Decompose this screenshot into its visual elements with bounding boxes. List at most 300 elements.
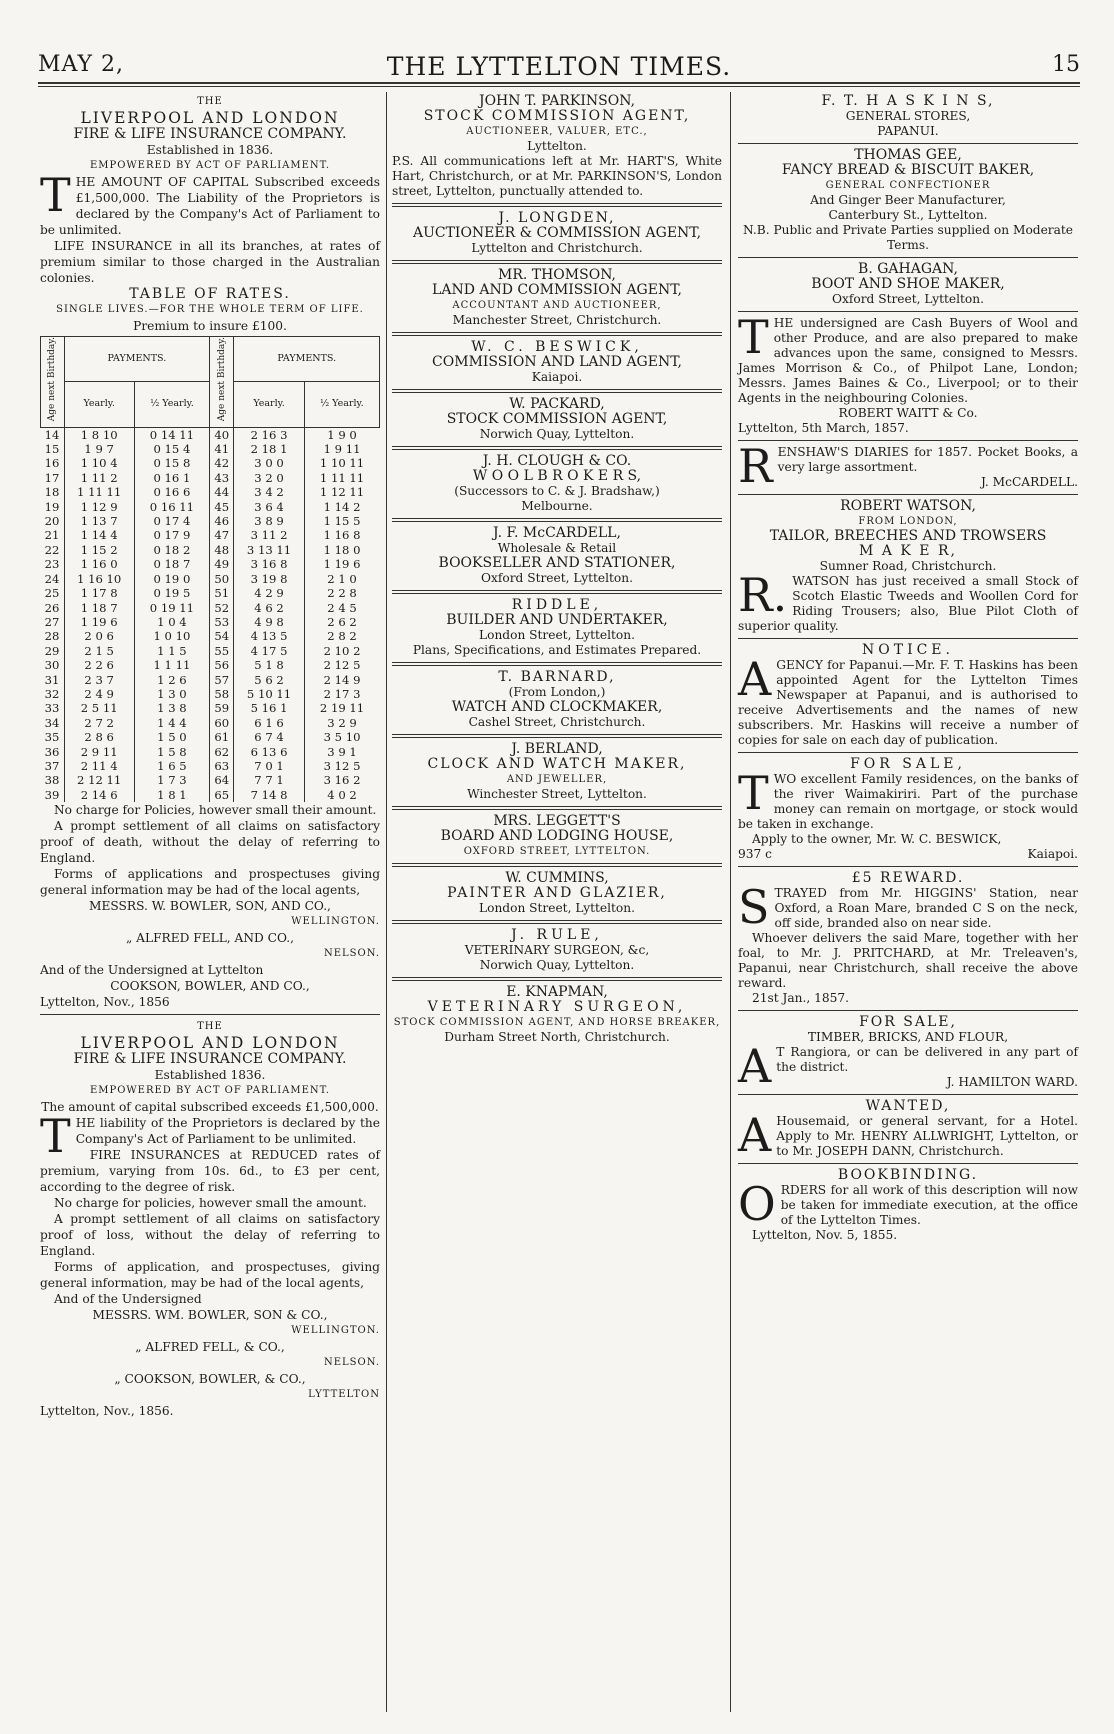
ad-knapman bbox=[392, 985, 722, 1045]
agent-place: WELLINGTON. bbox=[291, 1325, 380, 1337]
rates-value-cell: 3 4 2 bbox=[234, 485, 304, 499]
ad-sub: Wholesale & Retail bbox=[497, 541, 617, 555]
rates-value-cell: 1 19 6 bbox=[64, 615, 134, 629]
ad-notice bbox=[738, 643, 1078, 748]
rates-value-cell: 1 2 6 bbox=[134, 673, 209, 687]
rates-value-cell: 1 15 2 bbox=[64, 543, 134, 557]
rates-value-cell: 2 12 11 bbox=[64, 773, 134, 787]
rates-value-cell: 0 15 4 bbox=[134, 442, 209, 456]
divider bbox=[392, 977, 722, 981]
ad-sub: AND JEWELLER, bbox=[506, 774, 608, 785]
ad-name: W. CUMMINS, bbox=[505, 870, 609, 886]
ad-for-sale-1 bbox=[738, 757, 1078, 862]
rates-value-cell: 2 12 5 bbox=[304, 658, 379, 672]
divider bbox=[738, 638, 1078, 639]
column-rule-1 bbox=[386, 92, 387, 1712]
rates-age-cell: 33 bbox=[44, 701, 60, 716]
rates-value-cell: 1 12 9 bbox=[64, 500, 134, 514]
rates-value-cell: 1 10 4 bbox=[64, 456, 134, 470]
ad-kicker: THE bbox=[197, 96, 223, 107]
ad-number: 937 c bbox=[738, 847, 772, 861]
rates-age-cell: 38 bbox=[44, 773, 60, 788]
column-2 bbox=[392, 94, 722, 1045]
rates-value-cell: 1 5 8 bbox=[134, 745, 209, 759]
rates-age-cell: 48 bbox=[210, 543, 234, 557]
ad-name: ROBERT WATSON, bbox=[840, 498, 976, 514]
rates-age-cell: 63 bbox=[210, 759, 234, 773]
ad-place: Norwich Quay, Lyttelton. bbox=[479, 427, 635, 441]
ad-name: W. PACKARD, bbox=[509, 396, 605, 412]
ad-name: J. H. CLOUGH & CO. bbox=[482, 453, 632, 469]
rates-row bbox=[41, 471, 380, 485]
ad-sub: GENERAL CONFECTIONER bbox=[825, 180, 991, 191]
rates-age-cell: 43 bbox=[210, 471, 234, 485]
agent-place: WELLINGTON. bbox=[291, 916, 380, 928]
rates-age-cell: 44 bbox=[210, 485, 234, 499]
ad-place: Manchester Street, Christchurch. bbox=[452, 313, 662, 327]
ad-riddle bbox=[392, 598, 722, 658]
rates-age-cell: 54 bbox=[210, 629, 234, 643]
rates-value-cell: 4 2 9 bbox=[234, 586, 304, 600]
ad-place: Cashel Street, Christchurch. bbox=[468, 715, 646, 729]
divider bbox=[392, 446, 722, 450]
ad-wanted bbox=[738, 1098, 1078, 1162]
ad-name: E. KNAPMAN, bbox=[506, 984, 608, 1000]
masthead bbox=[38, 52, 1080, 82]
rates-row bbox=[41, 788, 380, 802]
ad-place: Oxford Street, Lyttelton. bbox=[481, 571, 633, 585]
divider bbox=[738, 752, 1078, 753]
rates-age-cell: 32 bbox=[44, 686, 60, 701]
rates-value-cell: 2 18 1 bbox=[234, 442, 304, 456]
ad-clough bbox=[392, 454, 722, 514]
ad-place: Oxford Street, Lyttelton. bbox=[832, 292, 984, 306]
ad-waitt bbox=[738, 310, 1078, 436]
rates-row bbox=[41, 745, 380, 759]
ad-body: STRAYED from Mr. HIGGINS' Station, near Oxford, a Roan Mare, branded C S on the neck, off side, branded also on near side. bbox=[738, 880, 1078, 934]
ad-body: R. WATSON has just received a small Stock of Scotch Elastic Tweeds and Woollen Cord for Riding Trousers; also, Blue Pilot Cloth of superior quality. bbox=[738, 568, 1078, 633]
ad-place: Canterbury St., Lyttelton. bbox=[828, 208, 988, 222]
ad-head: FOR SALE, bbox=[859, 1014, 957, 1030]
rates-age-cell: 24 bbox=[44, 571, 60, 586]
rates-value-cell: 1 18 7 bbox=[64, 601, 134, 615]
ad-title: VETERINARY SURGEON, &c, bbox=[464, 943, 650, 957]
rates-row bbox=[41, 701, 380, 715]
rates-age-cell: 50 bbox=[210, 572, 234, 586]
ad-place: Kaiapoi. bbox=[1027, 847, 1078, 861]
ad-sign: ROBERT WAITT & Co. bbox=[838, 406, 978, 420]
rates-row bbox=[41, 442, 380, 456]
rates-age-cell: 65 bbox=[210, 788, 234, 802]
ad-title: M A K E R, bbox=[859, 543, 957, 559]
ad-title: BOARD AND LODGING HOUSE, bbox=[440, 828, 674, 844]
ad-bookbinding bbox=[738, 1168, 1078, 1243]
rates-age-cell: 41 bbox=[210, 442, 234, 456]
rates-value-cell: 6 1 6 bbox=[234, 716, 304, 730]
rates-age-cell: 30 bbox=[44, 658, 60, 673]
ad-berland bbox=[392, 742, 722, 802]
rates-value-cell: 5 16 1 bbox=[234, 701, 304, 715]
rates-age-cell: 47 bbox=[210, 528, 234, 542]
rates-age-cell: 40 bbox=[210, 427, 234, 442]
divider bbox=[738, 1163, 1078, 1164]
ad-dateline: Lyttelton, Nov., 1856. bbox=[40, 1404, 174, 1419]
rates-value-cell: 2 19 11 bbox=[304, 701, 379, 715]
rates-value-cell: 1 1 5 bbox=[134, 644, 209, 658]
ad-title: COMMISSION AND LAND AGENT, bbox=[432, 354, 682, 370]
agent-nelson: „ ALFRED FELL, AND CO., bbox=[125, 931, 294, 946]
rates-row bbox=[41, 514, 380, 528]
ad-sub: (Successors to C. & J. Bradshaw,) bbox=[454, 484, 660, 498]
rates-value-cell: 2 16 3 bbox=[234, 427, 304, 442]
rates-age-cell: 21 bbox=[44, 528, 60, 543]
rates-value-cell: 1 8 10 bbox=[64, 427, 134, 442]
rates-row bbox=[41, 673, 380, 687]
rates-value-cell: 2 17 3 bbox=[304, 687, 379, 701]
rates-yearly-header-2: Yearly. bbox=[234, 382, 304, 427]
rates-value-cell: 2 1 0 bbox=[304, 572, 379, 586]
rates-value-cell: 2 7 2 bbox=[64, 716, 134, 730]
rates-value-cell: 0 19 0 bbox=[134, 572, 209, 586]
rates-value-cell: 2 11 4 bbox=[64, 759, 134, 773]
ad-body: ORDERS for all work of this description will now be taken for immediate execution, at the office of the Lyttelton Times. bbox=[738, 1177, 1078, 1231]
ad-name: J. BERLAND, bbox=[511, 741, 603, 757]
rates-half-header-2: ½ Yearly. bbox=[304, 382, 379, 427]
divider bbox=[738, 440, 1078, 441]
rates-row bbox=[41, 500, 380, 514]
rates-value-cell: 5 1 8 bbox=[234, 658, 304, 672]
rates-value-cell: 2 4 9 bbox=[64, 687, 134, 701]
divider bbox=[738, 1010, 1078, 1011]
rates-value-cell: 2 8 2 bbox=[304, 629, 379, 643]
rates-row bbox=[41, 716, 380, 730]
ad-leggett bbox=[392, 814, 722, 859]
agent-lyttelton: „ COOKSON, BOWLER, & CO., bbox=[114, 1372, 306, 1387]
ad-renshaw bbox=[738, 439, 1078, 493]
rates-value-cell: 1 0 10 bbox=[134, 629, 209, 643]
rates-premium: Premium to insure £100. bbox=[133, 319, 287, 333]
rates-row bbox=[41, 586, 380, 600]
rates-age-cell: 29 bbox=[44, 643, 60, 658]
ad-extra: Plans, Specifications, and Estimates Prepared. bbox=[412, 643, 702, 657]
ad-place: Melbourne. bbox=[521, 499, 593, 513]
rates-value-cell: 2 2 8 bbox=[304, 586, 379, 600]
rates-value-cell: 7 0 1 bbox=[234, 759, 304, 773]
rates-value-cell: 3 0 0 bbox=[234, 456, 304, 470]
rates-age-cell: 55 bbox=[210, 644, 234, 658]
divider bbox=[392, 590, 722, 594]
rates-value-cell: 0 18 7 bbox=[134, 557, 209, 571]
rates-value-cell: 1 14 4 bbox=[64, 528, 134, 542]
rates-value-cell: 7 14 8 bbox=[234, 788, 304, 802]
rates-value-cell: 1 4 4 bbox=[134, 716, 209, 730]
ad-sub: ACCOUNTANT AND AUCTIONEER, bbox=[452, 300, 662, 311]
rates-age-header-2: Age next Birthday. bbox=[210, 337, 234, 428]
rates-age-cell: 59 bbox=[210, 701, 234, 715]
rates-row bbox=[41, 456, 380, 470]
rates-value-cell: 5 10 11 bbox=[234, 687, 304, 701]
ad-head: BOOKBINDING. bbox=[837, 1167, 979, 1183]
ad-body: A T Rangiora, or can be delivered in any part of the district. bbox=[738, 1039, 1078, 1093]
rates-value-cell: 1 11 11 bbox=[64, 485, 134, 499]
rates-value-cell: 3 16 8 bbox=[234, 557, 304, 571]
rates-value-cell: 2 10 2 bbox=[304, 644, 379, 658]
ad-reward bbox=[738, 871, 1078, 1006]
rates-row bbox=[41, 730, 380, 744]
rates-value-cell: 1 8 1 bbox=[134, 788, 209, 802]
rates-value-cell: 2 0 6 bbox=[64, 629, 134, 643]
rates-single-lives: SINGLE LIVES.—FOR THE WHOLE TERM OF LIFE. bbox=[56, 304, 364, 315]
agent-lyttelton-intro: And of the Undersigned at Lyttelton bbox=[40, 963, 264, 978]
rates-age-cell: 61 bbox=[210, 730, 234, 744]
ad-title: BUILDER AND UNDERTAKER, bbox=[446, 612, 668, 628]
ad-dateline: Lyttelton, Nov., 1856 bbox=[40, 995, 170, 1010]
rates-age-cell: 20 bbox=[44, 514, 60, 529]
rates-value-cell: 3 9 1 bbox=[304, 745, 379, 759]
divider bbox=[392, 260, 722, 264]
ad-parkinson bbox=[392, 94, 722, 199]
rates-age-cell: 16 bbox=[44, 456, 60, 471]
column-1 bbox=[40, 94, 380, 1419]
ad-date: 21st Jan., 1857. bbox=[752, 991, 850, 1005]
page-number: 15 bbox=[1052, 52, 1080, 77]
rates-value-cell: 3 8 9 bbox=[234, 514, 304, 528]
rates-age-cell: 52 bbox=[210, 601, 234, 615]
ad-title: LAND AND COMMISSION AGENT, bbox=[432, 282, 682, 298]
rates-value-cell: 2 14 6 bbox=[64, 788, 134, 802]
divider bbox=[392, 389, 722, 393]
ad-head: £5 REWARD. bbox=[851, 870, 965, 886]
rates-value-cell: 3 19 8 bbox=[234, 572, 304, 586]
ad-place: Lyttelton. bbox=[527, 139, 587, 153]
rates-value-cell: 0 19 5 bbox=[134, 586, 209, 600]
ad-title: BOOT AND SHOE MAKER, bbox=[811, 276, 1005, 292]
ad-name: MRS. LEGGETT'S bbox=[493, 813, 621, 829]
divider bbox=[392, 806, 722, 810]
rates-value-cell: 2 3 7 bbox=[64, 673, 134, 687]
agent-place: LYTTELTON bbox=[308, 1389, 380, 1401]
ad-prompt: A prompt settlement of all claims on satisfactory proof of loss, without the delay of referring to England. bbox=[40, 1212, 380, 1259]
rates-row bbox=[41, 629, 380, 643]
rates-value-cell: 1 3 0 bbox=[134, 687, 209, 701]
masthead-rule bbox=[38, 82, 1080, 84]
ad-title: CLOCK AND WATCH MAKER, bbox=[427, 756, 687, 772]
rates-value-cell: 4 6 2 bbox=[234, 601, 304, 615]
rates-row bbox=[41, 759, 380, 773]
agent-nelson: „ ALFRED FELL, & CO., bbox=[135, 1340, 285, 1355]
rates-age-cell: 58 bbox=[210, 687, 234, 701]
ad-name: THOMAS GEE, bbox=[854, 147, 962, 163]
rates-payments-header: PAYMENTS. bbox=[64, 337, 209, 382]
insurance-ad-2 bbox=[40, 1019, 380, 1419]
rates-value-cell: 3 11 2 bbox=[234, 528, 304, 542]
newspaper-title: THE LYTTELTON TIMES. bbox=[386, 52, 732, 81]
ad-title: AUCTIONEER & COMMISSION AGENT, bbox=[412, 225, 702, 241]
rates-age-cell: 28 bbox=[44, 629, 60, 644]
issue-date: MAY 2, bbox=[38, 52, 125, 77]
ad-body: TWO excellent Family residences, on the banks of the river Waimakiriri. Part of the purchase money can remain on mortgage, or stock would be taken in exchange. bbox=[738, 766, 1078, 831]
ad-apply: Apply to the owner, Mr. W. C. BESWICK, bbox=[752, 832, 1002, 846]
rates-value-cell: 2 5 11 bbox=[64, 701, 134, 715]
ad-title: VETERINARY SURGEON, bbox=[427, 999, 687, 1015]
ad-place: Kaiapoi. bbox=[531, 370, 583, 384]
rates-value-cell: 1 5 0 bbox=[134, 730, 209, 744]
rates-age-cell: 35 bbox=[44, 730, 60, 745]
ad-place: London Street, Lyttelton. bbox=[479, 901, 635, 915]
ad-footer bbox=[738, 847, 1078, 862]
rates-value-cell: 1 3 8 bbox=[134, 701, 209, 715]
ad-sign: J. HAMILTON WARD. bbox=[946, 1075, 1078, 1089]
agent-wellington: MESSRS. W. BOWLER, SON, AND CO., bbox=[89, 899, 331, 914]
divider bbox=[738, 257, 1078, 258]
rates-age-cell: 53 bbox=[210, 615, 234, 629]
rates-value-cell: 3 5 10 bbox=[304, 730, 379, 744]
ad-body: THE AMOUNT OF CAPITAL Subscribed exceeds £1,500,000. The Liability of the Proprietors is declared by the Company's Act of Parliament to be unlimited. bbox=[40, 168, 380, 237]
rates-row bbox=[41, 687, 380, 701]
rates-value-cell: 1 10 11 bbox=[304, 456, 379, 470]
ad-forms: Forms of applications and prospectuses giving general information may be had of the local agents, bbox=[40, 867, 380, 898]
rates-age-cell: 51 bbox=[210, 586, 234, 600]
rates-age-cell: 27 bbox=[44, 614, 60, 629]
ad-name: MR. THOMSON, bbox=[497, 267, 616, 283]
rates-row bbox=[41, 427, 380, 442]
rates-value-cell: 1 1 11 bbox=[134, 658, 209, 672]
rates-value-cell: 2 8 6 bbox=[64, 730, 134, 744]
rates-row bbox=[41, 601, 380, 615]
ad-gahagan bbox=[738, 262, 1078, 307]
ad-name: T. BARNARD, bbox=[498, 669, 616, 685]
rates-table-title: TABLE OF RATES. bbox=[129, 286, 291, 302]
ad-name: J. LONGDEN, bbox=[498, 210, 616, 226]
ad-head: FOR SALE, bbox=[850, 756, 966, 772]
rates-value-cell: 1 18 0 bbox=[304, 543, 379, 557]
rates-value-cell: 2 9 11 bbox=[64, 745, 134, 759]
column-rule-2 bbox=[730, 92, 731, 1712]
rates-age-cell: 14 bbox=[44, 427, 60, 442]
ad-empowered: EMPOWERED BY ACT OF PARLIAMENT. bbox=[89, 160, 331, 171]
ad-packard bbox=[392, 397, 722, 442]
ad-name: B. GAHAGAN, bbox=[858, 261, 958, 277]
column-3 bbox=[738, 94, 1078, 1243]
rates-value-cell: 0 16 1 bbox=[134, 471, 209, 485]
rates-age-cell: 42 bbox=[210, 456, 234, 470]
rates-age-cell: 39 bbox=[44, 787, 60, 802]
ad-sub: AUCTIONEER, VALUER, ETC., bbox=[466, 126, 648, 137]
rates-value-cell: 0 18 2 bbox=[134, 543, 209, 557]
ad-fire-text: FIRE INSURANCES at REDUCED rates of premium, varying from 10s. 6d., to £3 per cent, according to the degree of risk. bbox=[40, 1148, 380, 1195]
masthead-rule-thin bbox=[38, 86, 1080, 87]
ad-name: J. RULE, bbox=[511, 927, 603, 943]
rates-age-cell: 45 bbox=[210, 500, 234, 514]
divider bbox=[738, 494, 1078, 495]
agent-place: NELSON. bbox=[323, 948, 380, 960]
rates-value-cell: 7 7 1 bbox=[234, 773, 304, 787]
divider bbox=[392, 518, 722, 522]
ad-body-2: Whoever delivers the said Mare, together with her foal, to Mr. J. PRITCHARD, at Mr. Treleaven's, Papanui, near Christchurch, shall receive the above reward. bbox=[738, 931, 1078, 990]
ad-place: Norwich Quay, Lyttelton. bbox=[479, 958, 635, 972]
divider bbox=[392, 203, 722, 207]
rates-value-cell: 3 13 11 bbox=[234, 543, 304, 557]
ad-name: W. C. BESWICK, bbox=[471, 339, 643, 355]
rates-age-cell: 46 bbox=[210, 514, 234, 528]
rates-value-cell: 1 7 3 bbox=[134, 773, 209, 787]
divider bbox=[392, 920, 722, 924]
ad-ps: P.S. All communications left at Mr. HART'S, White Hart, Christchurch, or at Mr. PARKINSON'S, London street, Lyttelton, punctually attended to. bbox=[392, 154, 722, 198]
ad-title: STOCK COMMISSION AGENT, bbox=[446, 411, 668, 427]
rates-value-cell: 1 11 11 bbox=[304, 471, 379, 485]
rates-row bbox=[41, 543, 380, 557]
ad-established: Established 1836. bbox=[154, 1068, 266, 1083]
ad-established: Established in 1836. bbox=[146, 143, 274, 157]
rates-value-cell: 1 17 8 bbox=[64, 586, 134, 600]
ad-subtitle: FIRE & LIFE INSURANCE COMPANY. bbox=[73, 1051, 347, 1068]
rates-age-cell: 56 bbox=[210, 658, 234, 672]
ad-prompt: A prompt settlement of all claims on satisfactory proof of death, without the delay of referring to England. bbox=[40, 819, 380, 866]
rates-row bbox=[41, 557, 380, 571]
rates-value-cell: 1 11 2 bbox=[64, 471, 134, 485]
rates-row bbox=[41, 485, 380, 499]
rates-value-cell: 3 16 2 bbox=[304, 773, 379, 787]
rates-value-cell: 1 14 2 bbox=[304, 500, 379, 514]
rates-value-cell: 1 16 0 bbox=[64, 557, 134, 571]
ad-head: WANTED, bbox=[865, 1098, 951, 1114]
rates-value-cell: 1 16 10 bbox=[64, 572, 134, 586]
rates-row bbox=[41, 773, 380, 787]
rates-value-cell: 2 6 2 bbox=[304, 615, 379, 629]
rates-value-cell: 1 12 11 bbox=[304, 485, 379, 499]
divider bbox=[392, 332, 722, 336]
rates-age-cell: 31 bbox=[44, 672, 60, 687]
ad-title: TIMBER, BRICKS, AND FLOUR, bbox=[807, 1030, 1009, 1044]
ad-name: JOHN T. PARKINSON, bbox=[478, 93, 636, 109]
rates-value-cell: 6 7 4 bbox=[234, 730, 304, 744]
rates-value-cell: 1 0 4 bbox=[134, 615, 209, 629]
ad-subtitle: FIRE & LIFE INSURANCE COMPANY. bbox=[73, 126, 347, 142]
rates-age-cell: 15 bbox=[44, 442, 60, 457]
ad-company: LIVERPOOL AND LONDON bbox=[80, 1034, 340, 1053]
ad-no-charge: No charge for Policies, however small their amount. bbox=[54, 803, 377, 818]
divider bbox=[738, 866, 1078, 867]
ad-body: A Housemaid, or general servant, for a Hotel. Apply to Mr. HENRY ALLWRIGHT, Lyttelton, or to Mr. JOSEPH DANN, Christchurch. bbox=[738, 1108, 1078, 1162]
ad-title: PAINTER AND GLAZIER, bbox=[447, 885, 667, 901]
ad-gee bbox=[738, 148, 1078, 253]
rates-age-cell: 62 bbox=[210, 745, 234, 759]
ad-sub: (From London,) bbox=[508, 685, 606, 699]
rates-value-cell: 1 16 8 bbox=[304, 528, 379, 542]
rates-age-cell: 19 bbox=[44, 499, 60, 514]
rates-age-cell: 34 bbox=[44, 715, 60, 730]
ad-title: TAILOR, BREECHES AND TROWSERS bbox=[769, 528, 1047, 544]
ad-beswick bbox=[392, 340, 722, 385]
ad-kicker: THE bbox=[197, 1021, 223, 1033]
ad-nb: N.B. Public and Private Parties supplied on Moderate Terms. bbox=[742, 223, 1074, 252]
ad-place: OXFORD STREET, LYTTELTON. bbox=[463, 846, 651, 857]
rates-value-cell: 5 6 2 bbox=[234, 673, 304, 687]
rates-value-cell: 0 14 11 bbox=[134, 427, 209, 442]
ad-title: GENERAL STORES, bbox=[845, 109, 971, 123]
rates-table bbox=[40, 336, 380, 802]
rates-age-cell: 64 bbox=[210, 773, 234, 787]
rates-value-cell: 0 16 11 bbox=[134, 500, 209, 514]
rates-half-header: ½ Yearly. bbox=[134, 382, 209, 427]
rates-value-cell: 0 15 8 bbox=[134, 456, 209, 470]
ad-rule bbox=[392, 928, 722, 973]
ad-watson bbox=[738, 499, 1078, 634]
rates-age-cell: 23 bbox=[44, 557, 60, 572]
ad-body: AGENCY for Papanui.—Mr. F. T. Haskins has been appointed Agent for the Lyttelton Times Newspaper at Papanui, and is authorised to receive Advertisements and the names of new subscribers. Mr. Haskins will receive a number of copies for sale on each day of publication. bbox=[738, 652, 1078, 747]
agent-place: NELSON. bbox=[323, 1357, 380, 1369]
ad-name: RIDDLE, bbox=[511, 597, 603, 613]
